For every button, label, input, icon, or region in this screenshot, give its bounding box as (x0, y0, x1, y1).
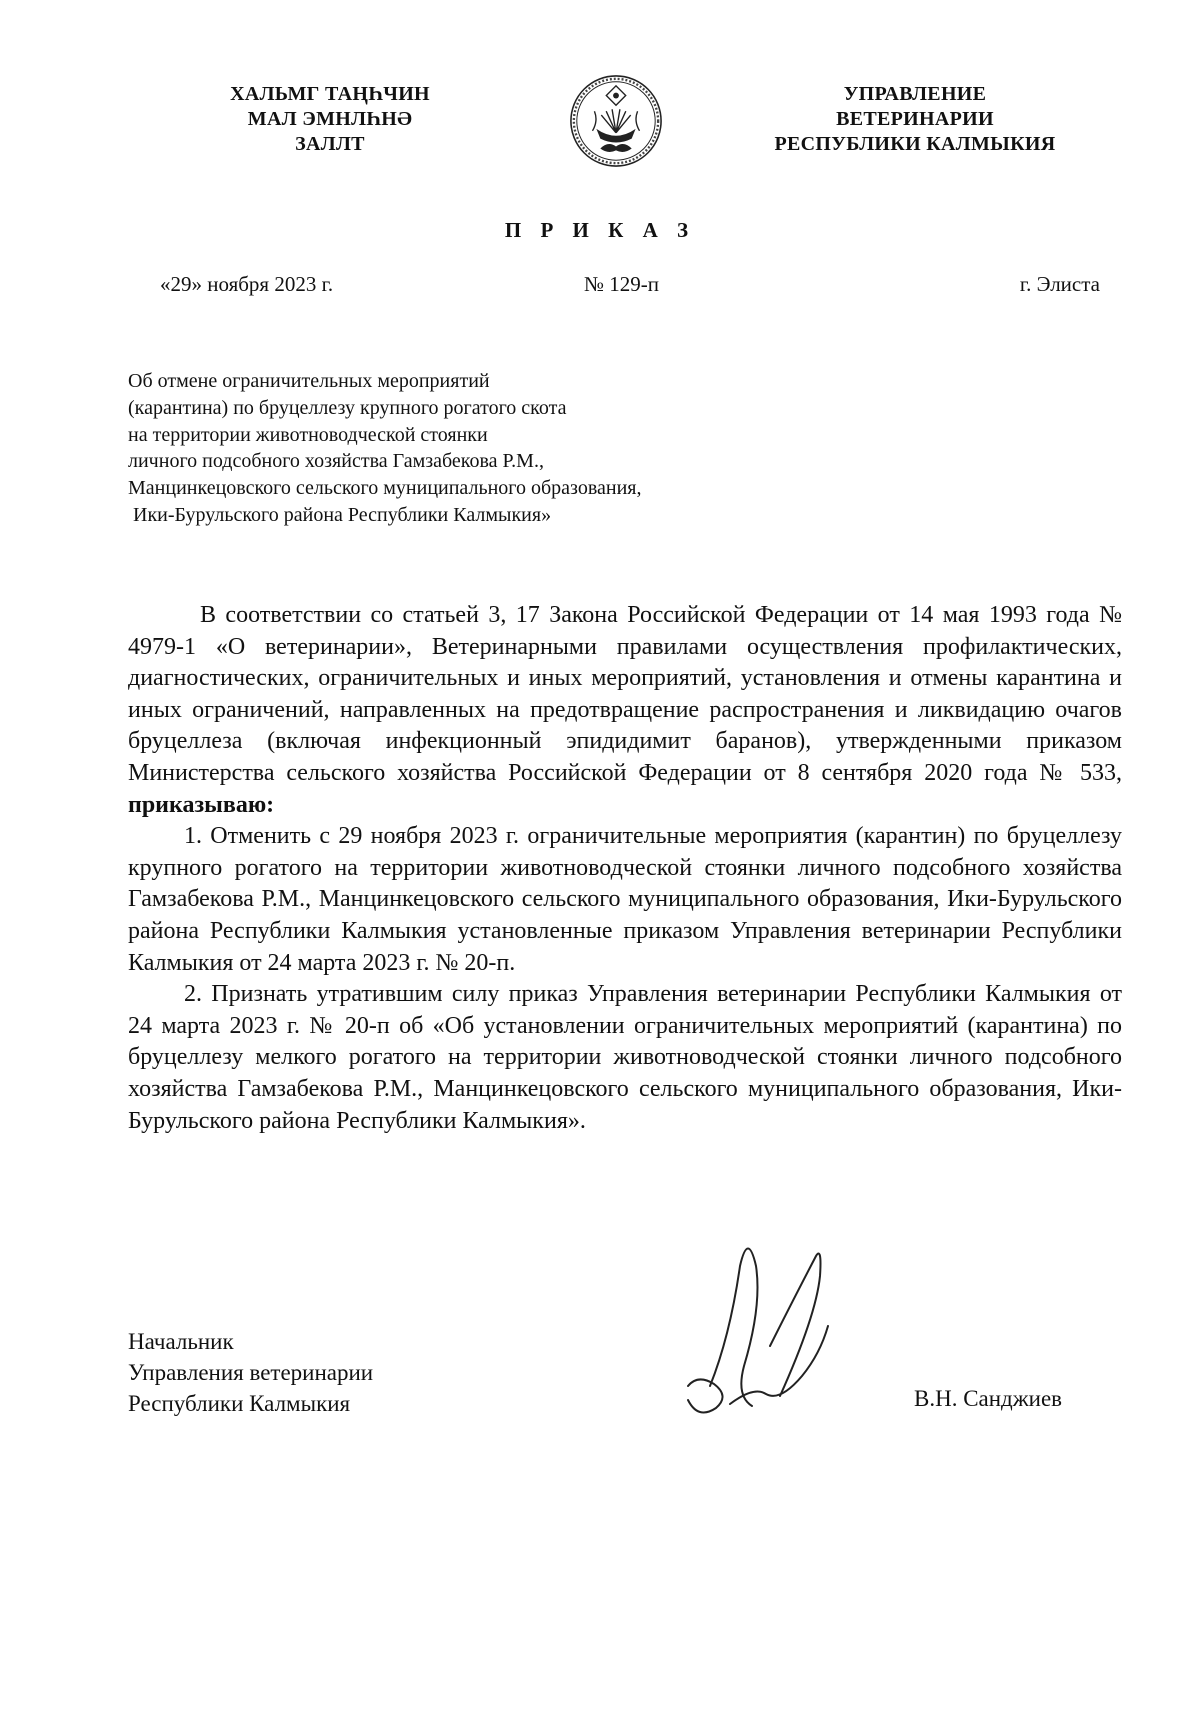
order-body (128, 600, 1122, 1137)
preamble-text: В соответствии со статьей 3, 17 Закона Российской Федерации от 14 мая 1993 года № 4979-1 «О ветеринарии», Ветеринарными правилами осуществления профилактических, диагностических, ограничительных и иных мероприятий, установления и отмены карантина и иных ограничений, направленных на предотвращение распространения и ликвидацию очагов бруцеллеза (включая инфекционный эпидидимит баранов), утвержденными приказом Министерства сельского хозяйства Российской Федерации от 8 сентября 2020 года № 533, (128, 602, 1122, 786)
subject-line: Об отмене ограничительных мероприятий (128, 370, 490, 392)
subject-line: на территории животноводческой стоянки (128, 423, 488, 446)
header-left-line: ЗАЛЛТ (295, 133, 365, 155)
subject-line: личного подсобного хозяйства Гамзабекова Р.М., (128, 450, 544, 473)
order-number: № 129-п (584, 272, 660, 296)
subject-line: Ики-Бурульского района Республики Калмыкия» (128, 503, 552, 526)
order-subject (128, 368, 848, 529)
preamble-paragraph (128, 600, 1122, 821)
order-item-1: 1. Отменить с 29 ноября 2023 г. ограничительные мероприятия (карантин) по бруцеллезу крупного рогатого на территории животноводческой стоянки личного подсобного хозяйства Гамзабекова Р.М., Манцинкецовского сельского муниципального образования, Ики-Бурульского района Республики Калмыкия установленные приказом Управления ветеринарии Республики Калмыкия от 24 марта 2023 г. № 20-п. (128, 823, 1122, 976)
header-left-line: МАЛ ЭМНЛҺНӘ (247, 108, 413, 130)
kalmykia-emblem-icon (567, 72, 665, 170)
position-line: Начальник (128, 1329, 234, 1354)
subject-line: (карантина) по бруцеллезу крупного рогатого скота (128, 396, 567, 419)
header-right-line: УПРАВЛЕНИЕ (843, 83, 987, 105)
header-left-block (180, 82, 480, 157)
header-right-line: ВЕТЕРИНАРИИ (836, 108, 994, 130)
header-right-block (730, 82, 1100, 157)
signatory-name: В.Н. Санджиев (914, 1386, 1063, 1411)
order-city: г. Элиста (1019, 272, 1100, 296)
order-date: «29» ноября 2023 г. (160, 272, 334, 296)
header-left-line: ХАЛЬМГ ТАҢҺЧИН (230, 83, 430, 105)
handwritten-signature-icon (670, 1236, 840, 1436)
order-word: приказываю: (128, 791, 275, 818)
signatory-position (128, 1326, 373, 1419)
document-type-title: П Р И К А З (504, 218, 696, 242)
position-line: Республики Калмыкия (128, 1391, 351, 1416)
position-line: Управления ветеринарии (128, 1360, 374, 1385)
header-right-line: РЕСПУБЛИКИ КАЛМЫКИЯ (774, 133, 1056, 155)
subject-line: Манцинкецовского сельского муниципального образования, (128, 477, 642, 500)
order-item-2: 2. Признать утратившим силу приказ Управления ветеринарии Республики Калмыкия от 24 марта 2023 г. № 20-п об «Об установлении ограничительных мероприятий (карантина) по бруцеллезу мелкого рогатого на территории животноводческой стоянки личного подсобного хозяйства Гамзабекова Р.М., Манцинкецовского сельского муниципального образования, Ики-Бурульского района Республики Калмыкия». (128, 981, 1122, 1134)
